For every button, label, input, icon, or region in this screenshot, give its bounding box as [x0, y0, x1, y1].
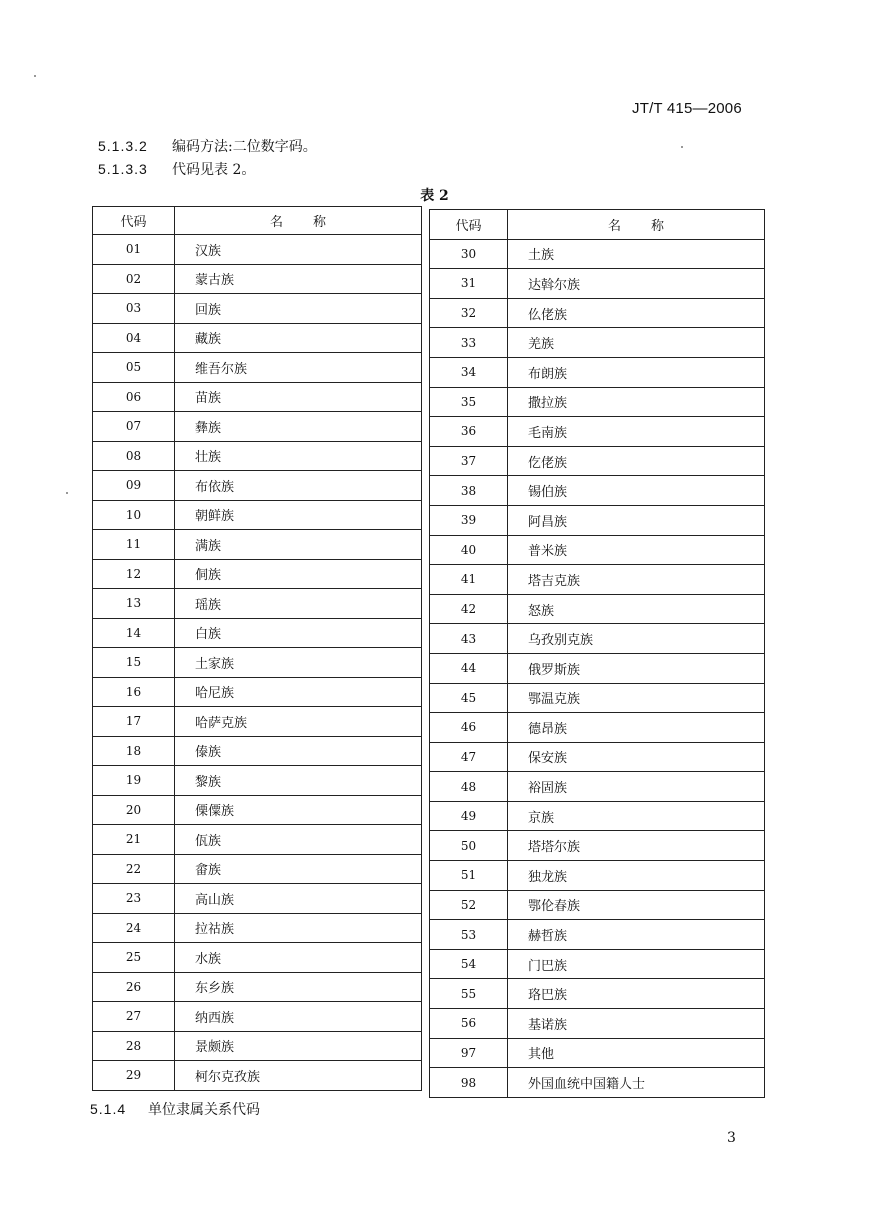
table-header-row	[430, 210, 765, 240]
ethnic-code-cell: 31	[430, 269, 508, 299]
ethnic-name-cell: 塔吉克族	[508, 565, 765, 595]
ethnic-code-cell: 41	[430, 565, 508, 595]
ethnic-code-cell: 45	[430, 683, 508, 713]
ethnic-name-cell: 汉族	[175, 235, 422, 265]
document-code: JT/T 415—2006	[632, 100, 742, 117]
table-row	[93, 677, 422, 707]
ethnic-code-cell: 56	[430, 1009, 508, 1039]
header-code: 代码	[430, 210, 508, 240]
table-row	[430, 624, 765, 654]
ethnic-code-cell: 42	[430, 594, 508, 624]
table-row	[93, 235, 422, 265]
ethnic-name-cell: 傣族	[175, 736, 422, 766]
ethnic-name-cell: 普米族	[508, 535, 765, 565]
table-row	[93, 766, 422, 796]
ethnic-name-cell: 藏族	[175, 323, 422, 353]
table-row	[430, 387, 765, 417]
ethnic-name-cell: 布朗族	[508, 357, 765, 387]
table-body-right	[430, 239, 765, 1097]
table-row	[430, 920, 765, 950]
table-row	[93, 972, 422, 1002]
clause-text: 单位隶属关系代码	[148, 1102, 260, 1118]
ethnic-name-cell: 其他	[508, 1038, 765, 1068]
ethnic-code-cell: 54	[430, 949, 508, 979]
ethnic-name-cell: 布依族	[175, 471, 422, 501]
table-row	[93, 913, 422, 943]
ethnic-code-cell: 49	[430, 801, 508, 831]
ethnic-name-cell: 白族	[175, 618, 422, 648]
ethnic-code-cell: 03	[93, 294, 175, 324]
table-row	[430, 1009, 765, 1039]
ethnic-code-cell: 43	[430, 624, 508, 654]
ethnic-code-cell: 30	[430, 239, 508, 269]
table-row	[430, 742, 765, 772]
ethnic-code-cell: 25	[93, 943, 175, 973]
ethnic-code-cell: 04	[93, 323, 175, 353]
ethnic-code-cell: 35	[430, 387, 508, 417]
table-row	[430, 713, 765, 743]
ethnic-code-cell: 39	[430, 505, 508, 535]
table-row	[93, 353, 422, 383]
ethnic-name-cell: 彝族	[175, 412, 422, 442]
ethnic-name-cell: 回族	[175, 294, 422, 324]
scan-speck	[34, 75, 36, 77]
ethnic-name-cell: 赫哲族	[508, 920, 765, 950]
ethnic-name-cell: 哈尼族	[175, 677, 422, 707]
ethnic-code-cell: 14	[93, 618, 175, 648]
ethnic-code-cell: 55	[430, 979, 508, 1009]
ethnic-code-cell: 27	[93, 1002, 175, 1032]
ethnic-code-cell: 20	[93, 795, 175, 825]
ethnic-name-cell: 独龙族	[508, 861, 765, 891]
table-row	[93, 589, 422, 619]
ethnic-name-cell: 满族	[175, 530, 422, 560]
table-row	[93, 559, 422, 589]
ethnic-code-cell: 06	[93, 382, 175, 412]
clause-number: 5.1.4	[90, 1101, 127, 1117]
table-row	[93, 648, 422, 678]
ethnic-name-cell: 柯尔克孜族	[175, 1061, 422, 1091]
ethnic-name-cell: 高山族	[175, 884, 422, 914]
ethnic-name-cell: 阿昌族	[508, 505, 765, 535]
ethnic-name-cell: 壮族	[175, 441, 422, 471]
table-row	[430, 565, 765, 595]
table-row	[430, 683, 765, 713]
ethnic-name-cell: 鄂伦春族	[508, 890, 765, 920]
ethnic-code-cell: 29	[93, 1061, 175, 1091]
ethnic-name-cell: 撒拉族	[508, 387, 765, 417]
ethnic-name-cell: 土族	[508, 239, 765, 269]
table-row	[430, 328, 765, 358]
ethnic-code-cell: 18	[93, 736, 175, 766]
ethnic-name-cell: 侗族	[175, 559, 422, 589]
page-number: 3	[727, 1130, 736, 1146]
ethnic-name-cell: 乌孜别克族	[508, 624, 765, 654]
table-row	[93, 736, 422, 766]
ethnic-code-cell: 47	[430, 742, 508, 772]
table-row	[430, 890, 765, 920]
ethnic-code-cell: 05	[93, 353, 175, 383]
table-row	[430, 446, 765, 476]
ethnic-name-cell: 景颇族	[175, 1031, 422, 1061]
ethnic-name-cell: 锡伯族	[508, 476, 765, 506]
ethnic-code-cell: 24	[93, 913, 175, 943]
ethnic-code-cell: 50	[430, 831, 508, 861]
ethnic-name-cell: 达斡尔族	[508, 269, 765, 299]
ethnic-name-cell: 怒族	[508, 594, 765, 624]
table-row	[430, 535, 765, 565]
ethnic-code-cell: 13	[93, 589, 175, 619]
table-row	[93, 943, 422, 973]
ethnic-code-cell: 52	[430, 890, 508, 920]
ethnic-name-cell: 苗族	[175, 382, 422, 412]
ethnic-code-cell: 98	[430, 1068, 508, 1098]
ethnic-code-cell: 37	[430, 446, 508, 476]
ethnic-name-cell: 畲族	[175, 854, 422, 884]
ethnic-name-cell: 仡佬族	[508, 446, 765, 476]
ethnic-name-cell: 纳西族	[175, 1002, 422, 1032]
ethnic-code-cell: 32	[430, 298, 508, 328]
ethnic-code-cell: 48	[430, 772, 508, 802]
ethnic-name-cell: 羌族	[508, 328, 765, 358]
table-row	[93, 294, 422, 324]
ethnic-code-cell: 12	[93, 559, 175, 589]
ethnic-name-cell: 毛南族	[508, 417, 765, 447]
table-row	[430, 269, 765, 299]
table-row	[93, 323, 422, 353]
table-row	[93, 382, 422, 412]
table-row	[93, 884, 422, 914]
table-row	[93, 1061, 422, 1091]
table-header-row	[93, 207, 422, 235]
ethnic-name-cell: 外国血统中国籍人士	[508, 1068, 765, 1098]
table-row	[93, 412, 422, 442]
ethnic-name-cell: 仫佬族	[508, 298, 765, 328]
ethnic-name-cell: 东乡族	[175, 972, 422, 1002]
ethnic-code-cell: 02	[93, 264, 175, 294]
ethnic-code-cell: 07	[93, 412, 175, 442]
ethnic-name-cell: 傈僳族	[175, 795, 422, 825]
ethnic-code-cell: 40	[430, 535, 508, 565]
header-name: 名称	[175, 207, 422, 235]
ethnic-code-cell: 38	[430, 476, 508, 506]
table-row	[430, 476, 765, 506]
table-row	[430, 772, 765, 802]
table-row	[93, 1002, 422, 1032]
table-row	[430, 298, 765, 328]
ethnic-code-table-right	[429, 209, 765, 1098]
table-row	[430, 239, 765, 269]
ethnic-name-cell: 鄂温克族	[508, 683, 765, 713]
ethnic-code-cell: 09	[93, 471, 175, 501]
ethnic-name-cell: 俄罗斯族	[508, 653, 765, 683]
ethnic-code-cell: 26	[93, 972, 175, 1002]
table-body-left	[93, 235, 422, 1091]
table-row	[93, 471, 422, 501]
ethnic-code-cell: 23	[93, 884, 175, 914]
ethnic-name-cell: 蒙古族	[175, 264, 422, 294]
table-row	[93, 825, 422, 855]
ethnic-name-cell: 拉祜族	[175, 913, 422, 943]
ethnic-name-cell: 维吾尔族	[175, 353, 422, 383]
ethnic-name-cell: 哈萨克族	[175, 707, 422, 737]
table-row	[93, 441, 422, 471]
table-row	[93, 618, 422, 648]
table-row	[93, 500, 422, 530]
ethnic-code-cell: 34	[430, 357, 508, 387]
ethnic-code-cell: 97	[430, 1038, 508, 1068]
ethnic-name-cell: 基诺族	[508, 1009, 765, 1039]
table-row	[430, 417, 765, 447]
ethnic-code-cell: 10	[93, 500, 175, 530]
ethnic-code-cell: 33	[430, 328, 508, 358]
ethnic-name-cell: 黎族	[175, 766, 422, 796]
clause-5-1-3-2	[98, 136, 317, 156]
table-row	[430, 594, 765, 624]
ethnic-name-cell: 瑶族	[175, 589, 422, 619]
clause-text: 编码方法:二位数字码。	[172, 139, 317, 155]
ethnic-code-cell: 53	[430, 920, 508, 950]
ethnic-name-cell: 京族	[508, 801, 765, 831]
ethnic-code-cell: 08	[93, 441, 175, 471]
ethnic-code-cell: 44	[430, 653, 508, 683]
header-code: 代码	[93, 207, 175, 235]
ethnic-name-cell: 佤族	[175, 825, 422, 855]
ethnic-name-cell: 朝鲜族	[175, 500, 422, 530]
ethnic-code-cell: 46	[430, 713, 508, 743]
ethnic-name-cell: 水族	[175, 943, 422, 973]
table-row	[430, 505, 765, 535]
table-row	[430, 831, 765, 861]
ethnic-name-cell: 塔塔尔族	[508, 831, 765, 861]
table-row	[93, 795, 422, 825]
table-row	[430, 801, 765, 831]
ethnic-code-table-left	[92, 206, 422, 1091]
ethnic-code-cell: 01	[93, 235, 175, 265]
table-row	[93, 264, 422, 294]
clause-text: 代码见表 2。	[172, 162, 256, 178]
ethnic-code-cell: 16	[93, 677, 175, 707]
ethnic-code-cell: 19	[93, 766, 175, 796]
ethnic-code-cell: 36	[430, 417, 508, 447]
clause-number: 5.1.3.2	[98, 138, 148, 154]
table-row	[430, 979, 765, 1009]
ethnic-name-cell: 保安族	[508, 742, 765, 772]
table-row	[93, 854, 422, 884]
clause-5-1-3-3	[98, 159, 255, 179]
table-title: 表 2	[420, 188, 449, 204]
ethnic-code-cell: 22	[93, 854, 175, 884]
ethnic-name-cell: 门巴族	[508, 949, 765, 979]
table-row	[93, 707, 422, 737]
ethnic-name-cell: 裕固族	[508, 772, 765, 802]
ethnic-name-cell: 珞巴族	[508, 979, 765, 1009]
clause-number: 5.1.3.3	[98, 161, 148, 177]
table-row	[430, 1038, 765, 1068]
ethnic-name-cell: 德昂族	[508, 713, 765, 743]
ethnic-code-cell: 51	[430, 861, 508, 891]
ethnic-code-cell: 15	[93, 648, 175, 678]
table-row	[430, 949, 765, 979]
table-row	[430, 653, 765, 683]
table-row	[430, 357, 765, 387]
clause-5-1-4	[90, 1099, 260, 1119]
ethnic-code-cell: 28	[93, 1031, 175, 1061]
header-name: 名称	[508, 210, 765, 240]
table-row	[430, 1068, 765, 1098]
table-row	[430, 861, 765, 891]
scan-speck	[66, 492, 68, 494]
ethnic-code-cell: 17	[93, 707, 175, 737]
table-row	[93, 530, 422, 560]
scan-speck	[681, 146, 683, 148]
ethnic-code-cell: 21	[93, 825, 175, 855]
table-row	[93, 1031, 422, 1061]
ethnic-name-cell: 土家族	[175, 648, 422, 678]
ethnic-code-cell: 11	[93, 530, 175, 560]
